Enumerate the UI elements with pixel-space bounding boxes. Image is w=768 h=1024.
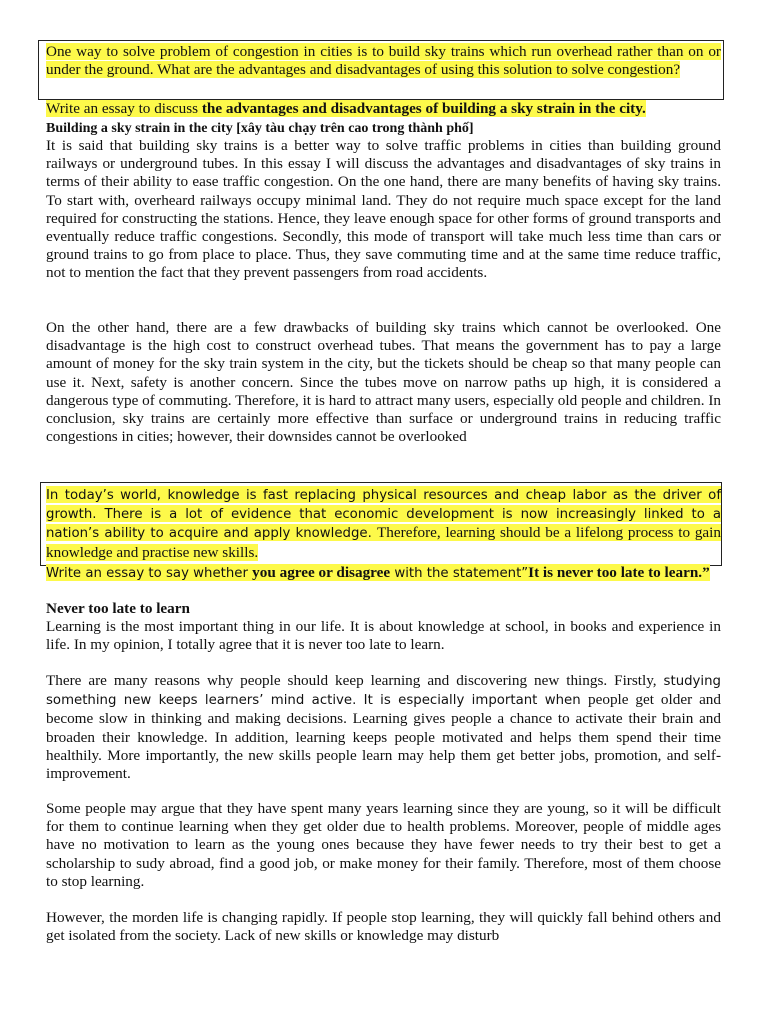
essay2-paragraph: However, the morden life is changing rapidly. If people stop learning, they will quickly fall behind others and get isolated from the society. Lack of new skills or knowledge may disturb: [46, 909, 721, 945]
essay2-paragraph: Learning is the most important thing in our life. It is about knowledge at school, in books and experience in life. In my opinion, I totally agree that it is never too late to learn.: [46, 618, 721, 654]
essay2-paragraph: Some people may argue that they have spent many years learning since they are young, so it will be difficult for them to continue learning when they get older due to health problems. Moreover, people of middle ages have no motivation to learn as the young ones because they have fewer needs to try their best to get a scholarship to sudy abroad, find a good job, or make money for their family. Therefore, most of them choose to stop learning.: [46, 800, 721, 890]
essay2-title: Never too late to learn: [46, 600, 190, 617]
essay2-task: Write an essay to say whether you agree or disagree with the statement”It is never too late to learn.”: [46, 564, 710, 581]
essay1-prompt: One way to solve problem of congestion in cities is to build sky trains which run overhead rather than on or under the ground. What are the advantages and disadvantages of using this solution to solve congestion?: [46, 43, 721, 79]
essay1-title: Building a sky strain in the city [xây tàu chạy trên cao trong thành phố]: [46, 121, 474, 136]
essay2-prompt: In today’s world, knowledge is fast replacing physical resources and cheap labor as the driver of growth. There is a lot of evidence that economic development is now increasingly linked to a nation’s ability to acquire and apply knowledge. Therefore, learning should be a lifelong process to gain knowledge and practise new skills.: [46, 488, 721, 561]
essay1-paragraph: It is said that building sky trains is a better way to solve traffic problems in cities than building ground railways or underground tubes. In this essay I will discuss the advantages and disadvantages of sky trains in terms of their ability to ease traffic congestion. On the one hand, there are many benefits of having sky trains. To start with, overheard railways occupy minimal land. They do not require much space except for the land required for constructing the stations. Hence, they leave enough space for other forms of ground transports and eventually reduce traffic congestions. Secondly, this mode of transport will take much less time than cars or ground trains to go from place to place. Thus, they save commuting time and at the same time reduce traffic, not to mention the fact that they prevent passengers from road accidents.: [46, 137, 721, 282]
essay1-task: Write an essay to discuss the advantages and disadvantages of building a sky strain in the city.: [46, 100, 646, 117]
essay2-paragraph: There are many reasons why people should keep learning and discovering new things. Firstly, studying something new keeps learners’ mind active. It is especially important when people get older and become slow in thinking and making decisions. Learning gives people a chance to activate their brain and broaden their knowledge. In addition, learning keeps people motivated and helps them spend their time healthily. More importantly, the new skills people learn may help them get better jobs, promotion, and self-improvement.: [46, 672, 721, 783]
essay1-paragraph: On the other hand, there are a few drawbacks of building sky trains which cannot be overlooked. One disadvantage is the high cost to construct overhead tubes. That means the government has to pay a large amount of money for the sky train system in the city, but the tickets should be cheap so that many people can use it. Next, safety is another concern. Since the tubes move on narrow paths up high, it is considered a dangerous type of commuting. Therefore, it is hard to attract many users, especially old people and children. In conclusion, sky trains are certainly more effective than surface or underground trains in reducing traffic congestions in cities; however, their downsides cannot be overlooked: [46, 319, 721, 446]
